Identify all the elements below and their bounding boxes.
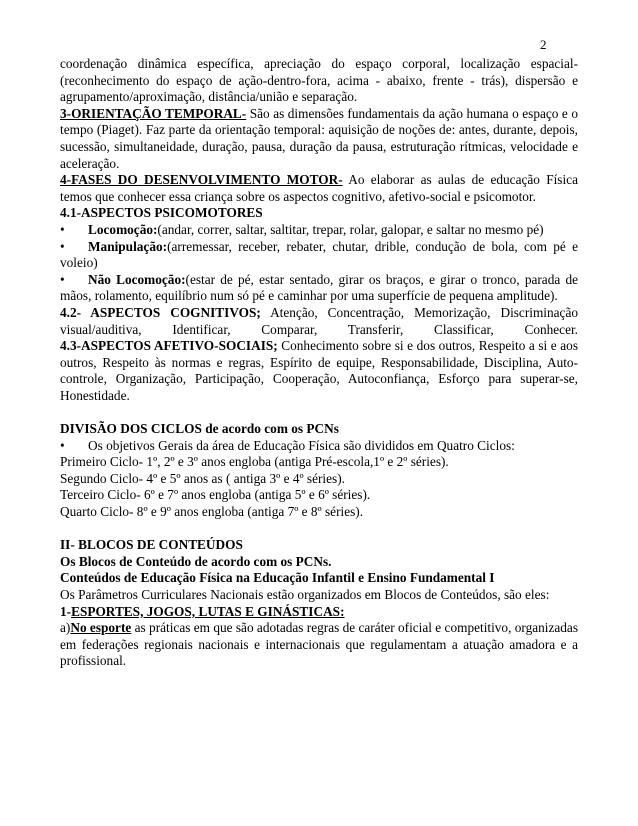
esportes-heading-line bbox=[60, 604, 578, 621]
ciclos-bullet-item bbox=[60, 438, 578, 455]
psicomotor-item-manipulacao bbox=[60, 239, 578, 272]
blocos-subheading-conteudos: Conteúdos de Educação Física na Educação Infantil e Ensino Fundamental I bbox=[60, 570, 495, 586]
spacer bbox=[60, 404, 578, 421]
motor-paragraph: coordenação dinâmica específica, apreciação do espaço corporal, localização espacial-(reconhecimento do espaço de ação-dentro-fora, acima - abaixo, frente - trás), dispersão e agrupamento/aproximação, distância/união e separação. bbox=[60, 56, 578, 105]
esporte-paragraph bbox=[60, 620, 578, 670]
orientacao-temporal-paragraph bbox=[60, 106, 578, 172]
blocos-heading: II- BLOCOS DE CONTEÚDOS bbox=[60, 537, 243, 553]
esportes-heading: ESPORTES, JOGOS, LUTAS E GINÁSTICAS: bbox=[71, 603, 345, 619]
psicomotor-item-text: (estar de pé, estar sentado, girar os braços, e girar o tronco, parada de mãos, rolamento, equilíbrio num só pé e caminhar por uma superfície de pequena amplitude). bbox=[60, 271, 578, 304]
orientacao-temporal-text: São as dimensões fundamentais da ação humana o espaço e o tempo (Piaget). Faz parte da orientação temporal: aquisição de noções de: antes, durante, depois, sucessão, simultaneidade, duração, pausa, duração da pausa, estruturação rítmicas, velocidade e aceleração. bbox=[60, 105, 578, 171]
afetivos-text: Conhecimento sobre si e dos outros, Respeito a si e aos outros, Respeito às normas e regras, Espírito de equipe, Responsabilidade, Disciplina, Auto-controle, Organização, Participação, Cooperação, Autoconfiança, Esforço para superar-se, Honestidade. bbox=[60, 338, 578, 403]
esportes-prefix: 1- bbox=[60, 603, 72, 619]
cognitivos-paragraph bbox=[60, 305, 578, 338]
psicomotor-item-label: Não Locomoção: bbox=[88, 271, 186, 287]
bullet-icon: • bbox=[60, 221, 65, 237]
orientacao-temporal-heading: 3-ORIENTAÇÃO TEMPORAL- bbox=[60, 105, 247, 121]
ciclos-heading: DIVISÃO DOS CICLOS de acordo com os PCNs bbox=[60, 421, 339, 437]
ciclos-bullet-text: Os objetivos Gerais da área de Educação Física são divididos em Quatro Ciclos: bbox=[88, 437, 515, 453]
psicomotor-item-text: (andar, correr, saltar, saltitar, trepar, rolar, galopar, e saltar no mesmo pé) bbox=[157, 221, 544, 237]
ciclo-line: Quarto Ciclo- 8º e 9º anos engloba (antiga 7º e 8º séries). bbox=[60, 504, 364, 520]
cognitivos-heading: 4.2- ASPECTOS COGNITIVOS; bbox=[60, 304, 261, 320]
document-body bbox=[60, 56, 578, 670]
fases-text: Ao elaborar as aulas de educação Física temos que conhecer essa criança sobre os aspectos cognitivo, afetivo-social e psicomotor. bbox=[60, 172, 578, 204]
afetivos-paragraph bbox=[60, 338, 578, 404]
bullet-icon: • bbox=[60, 238, 65, 254]
cognitivos-text: Atenção, Concentração, Memorização, Discriminação visual/auditiva, Identificar, Comparar, Transferir, Classificar, Conhecer. bbox=[60, 304, 578, 337]
esporte-text: as práticas em que são adotadas regras de caráter oficial e competitivo, organizadas em federações regionais nacionais e internacionais que regulamentam a atuação amadora e a profissional. bbox=[60, 620, 578, 669]
blocos-paragraph: Os Parâmetros Curriculares Nacionais estão organizados em Blocos de Conteúdos, são eles: bbox=[60, 587, 550, 602]
esporte-prefix: a) bbox=[60, 620, 71, 636]
fases-paragraph bbox=[60, 172, 578, 205]
psicomotor-item-nao-locomocao bbox=[60, 272, 578, 305]
bullet-icon: • bbox=[60, 437, 65, 453]
psicomotor-item-label: Locomoção: bbox=[88, 221, 158, 237]
ciclo-line: Terceiro Ciclo- 6º e 7º anos engloba (antiga 5º e 6º séries). bbox=[60, 487, 371, 503]
psicomotor-item-label: Manipulação: bbox=[88, 238, 168, 254]
blocos-subheading-pcns: Os Blocos de Conteúdo de acordo com os PCNs. bbox=[60, 553, 332, 569]
afetivos-heading: 4.3-ASPECTOS AFETIVO-SOCIAIS; bbox=[60, 338, 278, 354]
psicomotor-item-text: (arremessar, receber, rebater, chutar, drible, condução de bola, com pé e voleio) bbox=[60, 238, 578, 271]
esporte-label: No esporte bbox=[70, 620, 132, 636]
bullet-icon: • bbox=[60, 271, 65, 287]
fases-heading: 4-FASES DO DESENVOLVIMENTO MOTOR- bbox=[60, 172, 343, 188]
ciclo-line: Primeiro Ciclo- 1º, 2º e 3º anos engloba (antiga Pré-escola,1º e 2º séries). bbox=[60, 454, 449, 470]
psicomotor-item-locomocao bbox=[60, 222, 578, 239]
spacer bbox=[60, 521, 578, 538]
ciclo-line: Segundo Ciclo- 4º e 5º anos as ( antiga 3º e 4º séries). bbox=[60, 470, 345, 486]
page-number: 2 bbox=[540, 37, 547, 52]
psicomotores-heading: 4.1-ASPECTOS PSICOMOTORES bbox=[60, 205, 263, 221]
